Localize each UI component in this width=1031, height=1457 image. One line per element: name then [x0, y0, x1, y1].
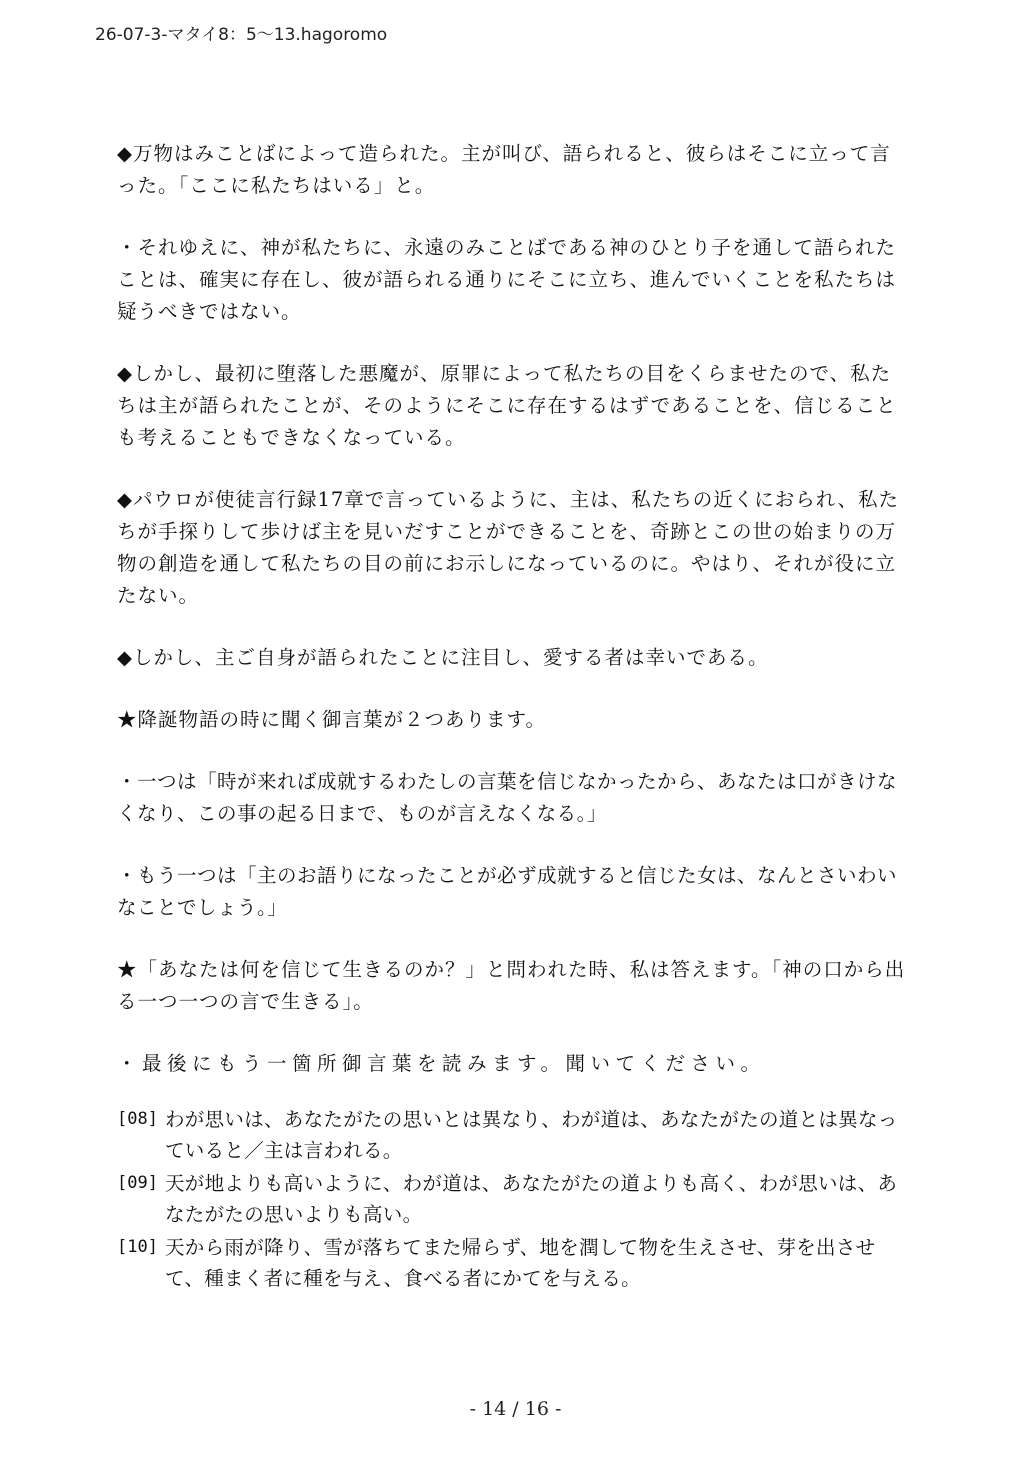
verse-number: [08]	[117, 1109, 158, 1129]
verse-text: 天から雨が降り、雪が落ちてまた帰らず、地を潤して物を生えさせ、芽を出させて、種まく者に種を与え、食べる者にかてを与える。	[165, 1236, 876, 1290]
paragraph-blessed: ◆しかし、主ご自身が語られたことに注目し、愛する者は幸いである。	[117, 646, 769, 669]
verse-09	[117, 1168, 907, 1230]
paragraph-first-word: ・一つは「時が来れば成就するわたしの言葉を信じなかったから、あなたは口がきけなくなり、この事の起る日まで、ものが言えなくなる。」	[117, 770, 898, 825]
paragraph-read-scripture: ・最後にもう一箇所御言葉を読みます。聞いてください。	[117, 1052, 766, 1075]
verse-text: わが思いは、あなたがたの思いとは異なり、わが道は、あなたがたの道とは異なっていると／主は言われる。	[165, 1108, 898, 1162]
verse-text: 天が地よりも高いように、わが道は、あなたがたの道よりも高く、わが思いは、あなたがたの思いよりも高い。	[165, 1172, 898, 1226]
verse-08	[117, 1104, 907, 1166]
paragraph-devil: ◆しかし、最初に堕落した悪魔が、原罪によって私たちの目をくらませたので、私たちは主が語られたことが、そのようにそこに存在するはずであることを、信じることも考えることもできなくなっている。	[117, 362, 897, 449]
paragraph-answer: ★「あなたは何を信じて生きるのか？」と問われた時、私は答えます。「神の口から出る一つ一つの言で生きる」。	[117, 958, 906, 1013]
paragraph-therefore: ・それゆえに、神が私たちに、永遠のみことばである神のひとり子を通して語られたことは、確実に存在し、彼が語られる通りにそこに立ち、進んでいくことを私たちは疑うべきではない。	[117, 236, 897, 323]
verse-10	[117, 1232, 907, 1294]
page-number: - 14 / 16 -	[469, 1398, 562, 1420]
verse-number: [10]	[117, 1237, 158, 1257]
document-body	[117, 138, 907, 1296]
paragraph-nativity: ★降誕物語の時に聞く御言葉が２つあります。	[117, 708, 546, 731]
document-filename: 26-07-3-マタイ8：5〜13.hagoromo	[95, 25, 388, 45]
paragraph-creation: ◆万物はみことばによって造られた。主が叫び、語られると、彼らはそこに立って言った。「ここに私たちはいる」と。	[117, 142, 891, 197]
paragraph-paul: ◆パウロが使徒言行録17章で言っているように、主は、私たちの近くにおられ、私たちが手探りして歩けば主を見いだすことができることを、奇跡とこの世の始まりの万物の創造を通して私たちの目の前にお示しになっているのに。やはり、それが役に立たない。	[117, 488, 899, 607]
paragraph-second-word: ・もう一つは「主のお語りになったことが必ず成就すると信じた女は、なんとさいわいなことでしょう。」	[117, 864, 898, 919]
verse-number: [09]	[117, 1173, 158, 1193]
